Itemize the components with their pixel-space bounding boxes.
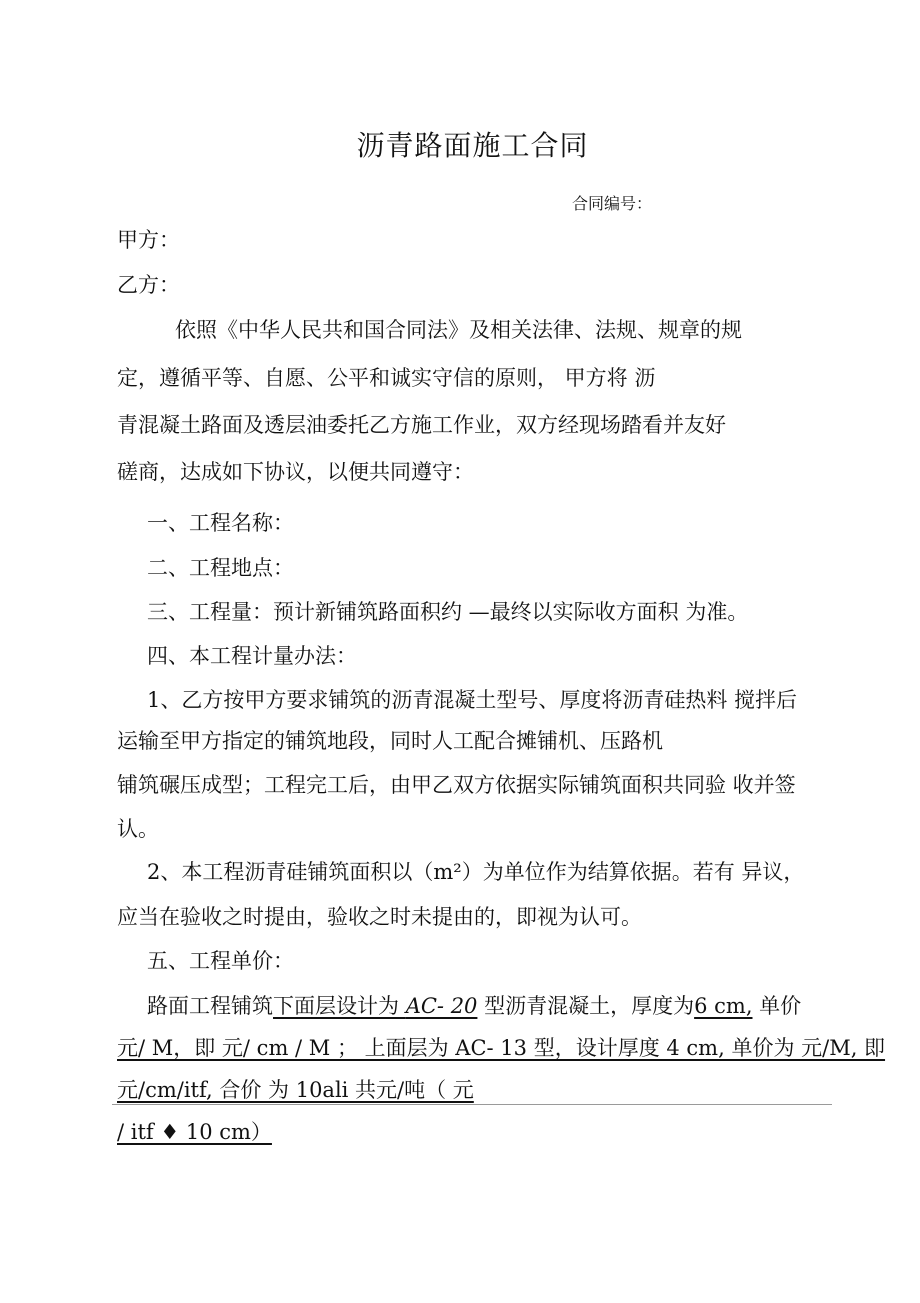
measure-1-line-4: 认。 — [117, 817, 159, 841]
measure-1-line-3: 铺筑碾压成型；工程完工后，由甲乙双方依据实际铺筑面积共同验 收并签 — [117, 773, 796, 797]
price-line-1 — [147, 992, 801, 1020]
measure-2-line-1: 2、本工程沥青硅铺筑面积以（m²）为单位作为结算依据。若有 异议， — [147, 860, 805, 884]
section-quantity: 三、工程量：预计新铺筑路面积约 —最终以实际收方面积 为准。 — [147, 600, 749, 624]
intro-line-1: 依照《中华人民共和国合同法》及相关法律、法规、规章的规 — [175, 318, 742, 342]
contract-number-label: 合同编号： — [572, 194, 653, 213]
price-thickness-underlined: 6 cm, — [694, 994, 753, 1018]
intro-line-4: 磋商，达成如下协议，以便共同遵守： — [117, 460, 474, 484]
price-text-underlined: 下面层设计为 — [273, 994, 406, 1018]
price-text: 单价 — [752, 994, 802, 1018]
section-project-location: 二、工程地点： — [147, 556, 294, 580]
page-title: 沥青路面施工合同 — [356, 129, 589, 162]
section-project-name: 一、工程名称： — [147, 511, 294, 535]
intro-line-3: 青混凝土路面及透层油委托乙方施工作业，双方经现场踏看并友好 — [117, 413, 726, 437]
price-text: 型沥青混凝土，厚度为 — [477, 994, 695, 1018]
price-line-3: 元/cm/itf, 合价 为 10ali 共元/吨（ 元 — [117, 1078, 474, 1102]
price-spec-underlined: AC- 20 — [405, 994, 478, 1018]
measure-1-line-1: 1、乙方按甲方要求铺筑的沥青混凝土型号、厚度将沥青硅热料 搅拌后 — [147, 688, 798, 712]
party-a-label: 甲方： — [117, 228, 180, 252]
section-measurement: 四、本工程计量办法： — [147, 644, 357, 668]
price-text: 路面工程铺筑 — [147, 994, 273, 1018]
party-b-label: 乙方： — [117, 273, 180, 297]
measure-1-line-2: 运输至甲方指定的铺筑地段，同时人工配合摊铺机、压路机 — [117, 729, 663, 753]
divider-line — [112, 1104, 832, 1105]
measure-2-line-2: 应当在验收之时提由，验收之时未提由的，即视为认可。 — [117, 905, 642, 929]
section-unit-price: 五、工程单价： — [147, 949, 294, 973]
price-line-2: 元/ M，即 元/ cm / M ； 上面层为 AC- 13 型，设计厚度 4 cm, 单价为 元/M, 即 — [117, 1036, 886, 1060]
price-line-4: / itf ♦ 10 cm） — [117, 1120, 272, 1144]
intro-line-2: 定，遵循平等、自愿、公平和诚实守信的原则， 甲方将 沥 — [117, 366, 656, 390]
